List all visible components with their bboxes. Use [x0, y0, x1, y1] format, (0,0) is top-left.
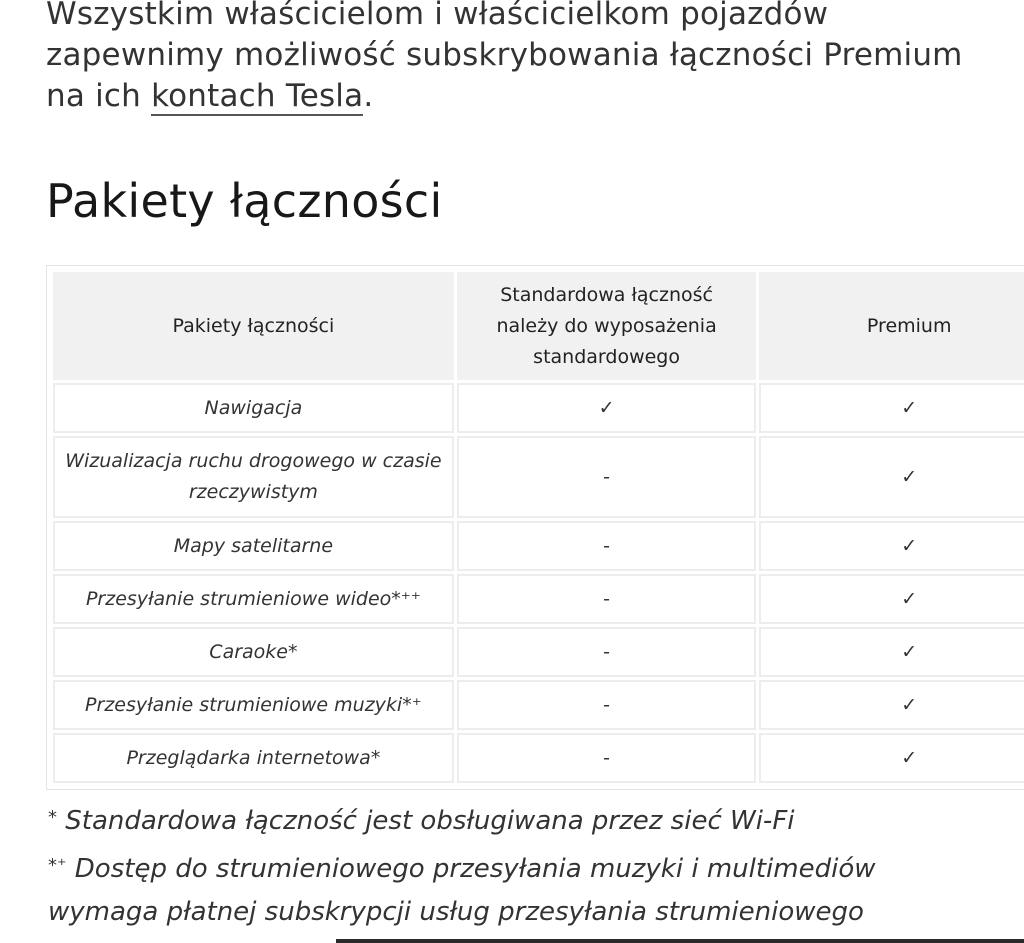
premium-cell: ✓ — [759, 521, 1024, 571]
premium-cell: ✓ — [759, 383, 1024, 433]
standard-cell: - — [457, 680, 757, 730]
footnote-wifi — [48, 796, 988, 843]
table-row — [53, 383, 1024, 433]
feature-cell: Przeglądarka internetowa* — [53, 733, 454, 783]
footnote-symbol: * — [48, 807, 57, 828]
footnote-text: Dostęp do strumieniowego przesyłania muzyki i multimediów wymaga płatnej subskrypcji usług przesyłania strumieniowego — [48, 854, 876, 927]
connectivity-packages-table — [50, 269, 1024, 786]
header-standard: Standardowa łączność należy do wyposażenia standardowego — [457, 272, 757, 380]
premium-cell: ✓ — [759, 574, 1024, 624]
standard-cell: - — [457, 733, 757, 783]
standard-cell: - — [457, 436, 757, 518]
footnote-streaming — [48, 844, 988, 934]
tesla-account-link[interactable]: kontach Tesla — [151, 78, 364, 114]
table-row — [53, 436, 1024, 518]
packages-table-container — [46, 265, 1024, 790]
table-row — [53, 574, 1024, 624]
intro-text: Wszystkim właścicielom i właścicielkom pojazdów zapewnimy możliwość subskrybowania łączności Premium na ich — [46, 0, 963, 114]
feature-cell: Przesyłanie strumieniowe wideo*⁺⁺ — [53, 574, 454, 624]
feature-cell: Mapy satelitarne — [53, 521, 454, 571]
table-row — [53, 627, 1024, 677]
footnote-text: Standardowa łączność jest obsługiwana przez sieć Wi-Fi — [57, 806, 795, 836]
footnotes — [48, 796, 988, 934]
premium-cell: ✓ — [759, 627, 1024, 677]
feature-cell: Wizualizacja ruchu drogowego w czasie rzeczywistym — [53, 436, 454, 518]
header-premium: Premium — [759, 272, 1024, 380]
header-packages: Pakiety łączności — [53, 272, 454, 380]
table-row — [53, 680, 1024, 730]
standard-cell: ✓ — [457, 383, 757, 433]
feature-cell: Przesyłanie strumieniowe muzyki*⁺ — [53, 680, 454, 730]
table-header-row — [53, 272, 1024, 380]
feature-cell: Caraoke* — [53, 627, 454, 677]
intro-paragraph — [46, 0, 986, 117]
standard-cell: - — [457, 574, 757, 624]
table-row — [53, 521, 1024, 571]
standard-cell: - — [457, 521, 757, 571]
standard-cell: - — [457, 627, 757, 677]
table-row — [53, 733, 1024, 783]
section-title: Pakiety łączności — [46, 174, 443, 228]
footnote-symbol: *⁺ — [48, 855, 67, 876]
premium-cell: ✓ — [759, 680, 1024, 730]
premium-cell: ✓ — [759, 436, 1024, 518]
feature-cell: Nawigacja — [53, 383, 454, 433]
intro-text-end: . — [363, 78, 374, 114]
premium-cell: ✓ — [759, 733, 1024, 783]
bottom-bar-divider — [336, 939, 1024, 943]
